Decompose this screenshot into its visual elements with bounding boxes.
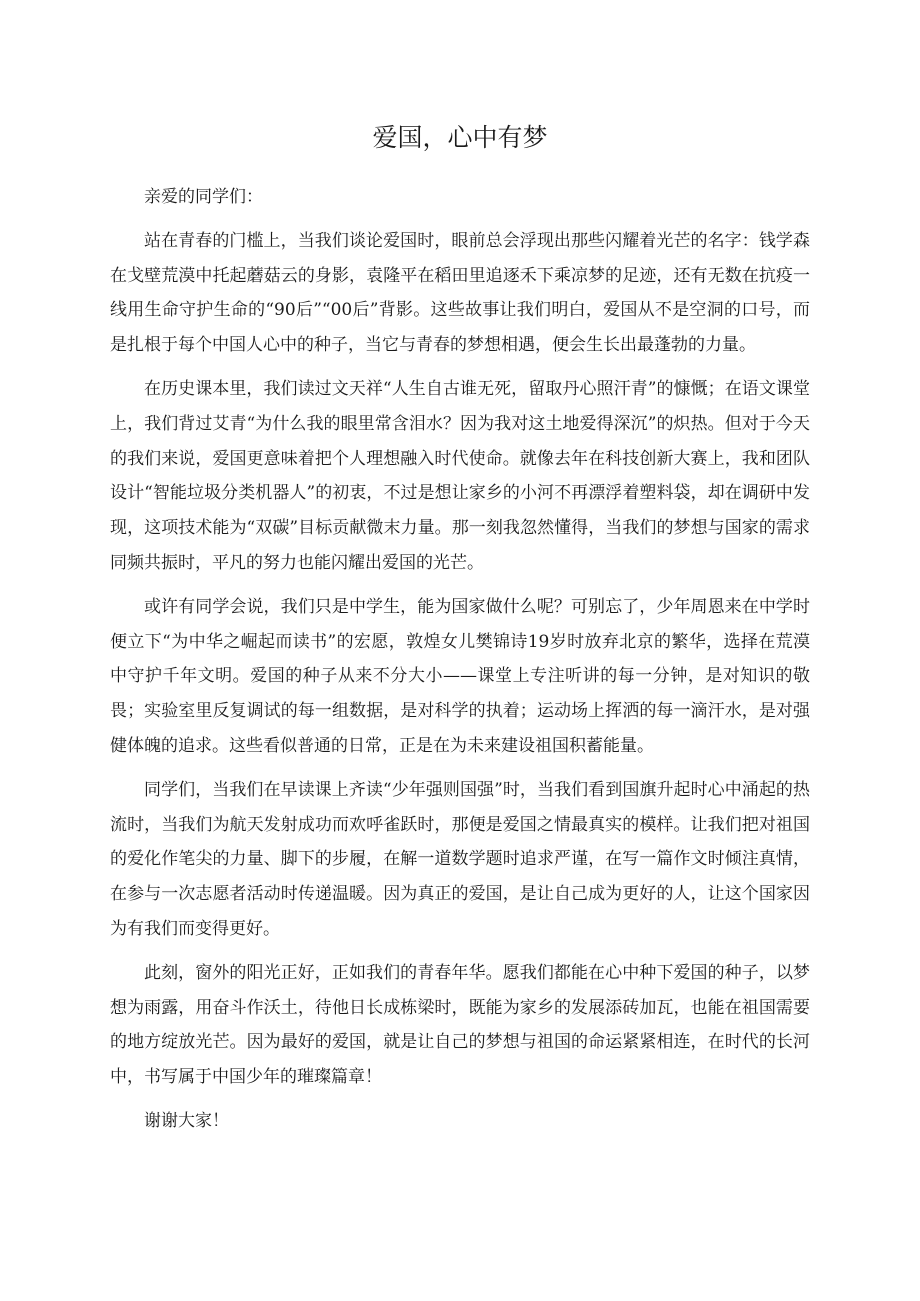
salutation: 亲爱的同学们： <box>144 187 263 207</box>
paragraph: 同学们，当我们在早读课上齐读“少年强则国强”时，当我们看到国旗升起时心中涌起的热流时，当我们为航天发射成功而欢呼雀跃时，那便是爱国之情最真实的模样。让我们把对祖国的爱化作笔尖的力量、脚下的步履，在解一道数学题时追求严谨，在写一篇作文时倾注真情，在参与一次志愿者活动时传递温暖。因为真正的爱国，是让自己成为更好的人，让这个国家因为有我们而变得更好。 <box>110 779 810 939</box>
paragraph: 或许有同学会说，我们只是中学生，能为国家做什么呢？可别忘了，少年周恩来在中学时便立下“为中华之崛起而读书”的宏愿，敦煌女儿樊锦诗19岁时放弃北京的繁华，选择在荒漠中守护千年文明。爱国的种子从来不分大小——课堂上专注听讲的每一分钟，是对知识的敬畏；实验室里反复调试的每一组数据，是对科学的执着；运动场上挥洒的每一滴汗水，是对强健体魄的追求。这些看似普通的日常，正是在为未来建设祖国积蓄能量。 <box>110 596 810 756</box>
paragraph: 在历史课本里，我们读过文天祥“人生自古谁无死，留取丹心照汗青”的慷慨；在语文课堂上，我们背过艾青“为什么我的眼里常含泪水？因为我对这土地爱得深沉”的炽热。但对于今天的我们来说，爱国更意味着把个人理想融入时代使命。就像去年在科技创新大赛上，我和团队设计“智能垃圾分类机器人”的初衷，不过是想让家乡的小河不再漂浮着塑料袋，却在调研中发现，这项技术能为“双碳”目标贡献微末力量。那一刻我忽然懂得，当我们的梦想与国家的需求同频共振时，平凡的努力也能闪耀出爱国的光芒。 <box>110 378 810 573</box>
speech-body <box>110 180 810 1148</box>
page-title: 爱国，心中有梦 <box>372 123 548 152</box>
paragraph: 此刻，窗外的阳光正好，正如我们的青春年华。愿我们都能在心中种下爱国的种子，以梦想为雨露，用奋斗作沃土，待他日长成栋梁时，既能为家乡的发展添砖加瓦，也能在祖国需要的地方绽放光芒。因为最好的爱国，就是让自己的梦想与祖国的命运紧紧相连，在时代的长河中，书写属于中国少年的璀璨篇章！ <box>110 962 810 1088</box>
paragraph: 站在青春的门槛上，当我们谈论爱国时，眼前总会浮现出那些闪耀着光芒的名字：钱学森在戈壁荒漠中托起蘑菇云的身影，袁隆平在稻田里追逐禾下乘凉梦的足迹，还有无数在抗疫一线用生命守护生命的“90后”“00后”背影。这些故事让我们明白，爱国从不是空洞的口号，而是扎根于每个中国人心中的种子，当它与青春的梦想相遇，便会生长出最蓬勃的力量。 <box>110 230 810 356</box>
closing-line: 谢谢大家！ <box>144 1110 229 1131</box>
